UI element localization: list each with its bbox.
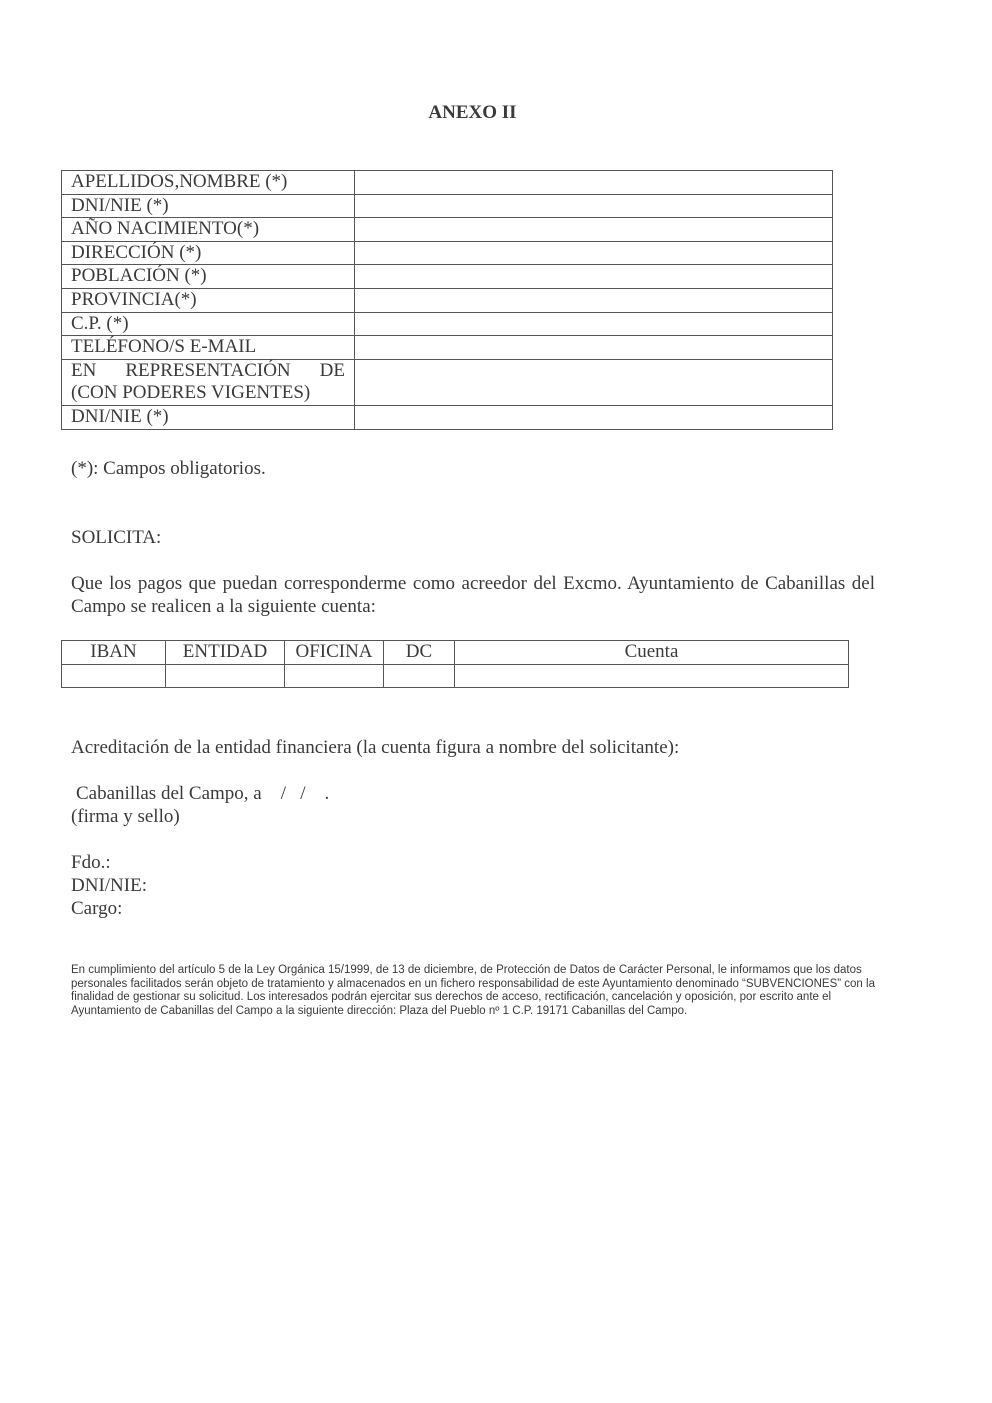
signature-note: (firma y sello) (71, 806, 180, 827)
cuenta-cell[interactable] (455, 664, 849, 688)
field-value-address[interactable] (355, 241, 833, 265)
field-label-representation: EN REPRESENTACIÓN DE (CON PODERES VIGENTES) (62, 359, 355, 406)
required-fields-note: (*): Campos obligatorios. (71, 458, 266, 479)
table-header-row (62, 641, 849, 665)
field-label-birth-year: AÑO NACIMIENTO(*) (62, 218, 355, 242)
field-label-address: DIRECCIÓN (*) (62, 241, 355, 265)
field-label-name: APELLIDOS,NOMBRE (*) (62, 171, 355, 195)
document-title: ANEXO II (428, 102, 517, 123)
table-row (62, 336, 833, 360)
table-row (62, 241, 833, 265)
field-value-representative-dni[interactable] (355, 406, 833, 430)
signed-by-label: Fdo.: (71, 852, 111, 873)
dni-label: DNI/NIE: (71, 875, 147, 896)
data-protection-notice: En cumplimiento del artículo 5 de la Ley Orgánica 15/1999, de 13 de diciembre, de Protección de Datos de Carácter Personal, le informamos que los datos personales facilitados serán objeto de tratamiento y almacenados en un fichero responsabilidad de este Ayuntamiento denominado “SUBVENCIONES” con la finalidad de gestionar su solicitud. Los interesados podrán ejercitar sus derechos de acceso, rectificación, cancelación y oposición, por escrito ante el Ayuntamiento de Cabanillas del Campo a la siguiente dirección: Plaza del Pueblo nº 1 C.P. 19171 Cabanillas del Campo. (71, 964, 875, 1017)
field-value-representation[interactable] (355, 359, 833, 406)
field-value-birth-year[interactable] (355, 218, 833, 242)
solicita-heading: SOLICITA: (71, 527, 162, 548)
request-paragraph: Que los pagos que puedan corresponderme como acreedor del Excmo. Ayuntamiento de Cabanillas del Campo se realicen a la siguiente cuenta: (71, 573, 875, 617)
column-header-dc: DC (384, 641, 455, 665)
table-row (62, 312, 833, 336)
place-date: Cabanillas del Campo, a / / . (76, 783, 330, 804)
column-header-oficina: OFICINA (285, 641, 384, 665)
table-row (62, 171, 833, 195)
table-row (62, 288, 833, 312)
field-value-province[interactable] (355, 288, 833, 312)
field-label-postal-code: C.P. (*) (62, 312, 355, 336)
field-label-phone-email: TELÉFONO/S E-MAIL (62, 336, 355, 360)
personal-data-table (61, 170, 833, 430)
field-value-dni[interactable] (355, 194, 833, 218)
field-label-representative-dni: DNI/NIE (*) (62, 406, 355, 430)
entidad-cell[interactable] (166, 664, 285, 688)
field-label-province: PROVINCIA(*) (62, 288, 355, 312)
accreditation-text: Acreditación de la entidad financiera (la cuenta figura a nombre del solicitante): (71, 737, 680, 758)
table-row (62, 406, 833, 430)
column-header-iban: IBAN (62, 641, 166, 665)
position-label: Cargo: (71, 898, 123, 919)
field-label-dni: DNI/NIE (*) (62, 194, 355, 218)
field-value-postal-code[interactable] (355, 312, 833, 336)
column-header-entidad: ENTIDAD (166, 641, 285, 665)
table-row (62, 194, 833, 218)
field-value-phone-email[interactable] (355, 336, 833, 360)
field-value-name[interactable] (355, 171, 833, 195)
bank-account-table (61, 640, 849, 688)
dc-cell[interactable] (384, 664, 455, 688)
table-row (62, 664, 849, 688)
field-label-town: POBLACIÓN (*) (62, 265, 355, 289)
column-header-cuenta: Cuenta (455, 641, 849, 665)
table-row (62, 359, 833, 406)
table-row (62, 265, 833, 289)
oficina-cell[interactable] (285, 664, 384, 688)
iban-cell[interactable] (62, 664, 166, 688)
field-value-town[interactable] (355, 265, 833, 289)
table-row (62, 218, 833, 242)
